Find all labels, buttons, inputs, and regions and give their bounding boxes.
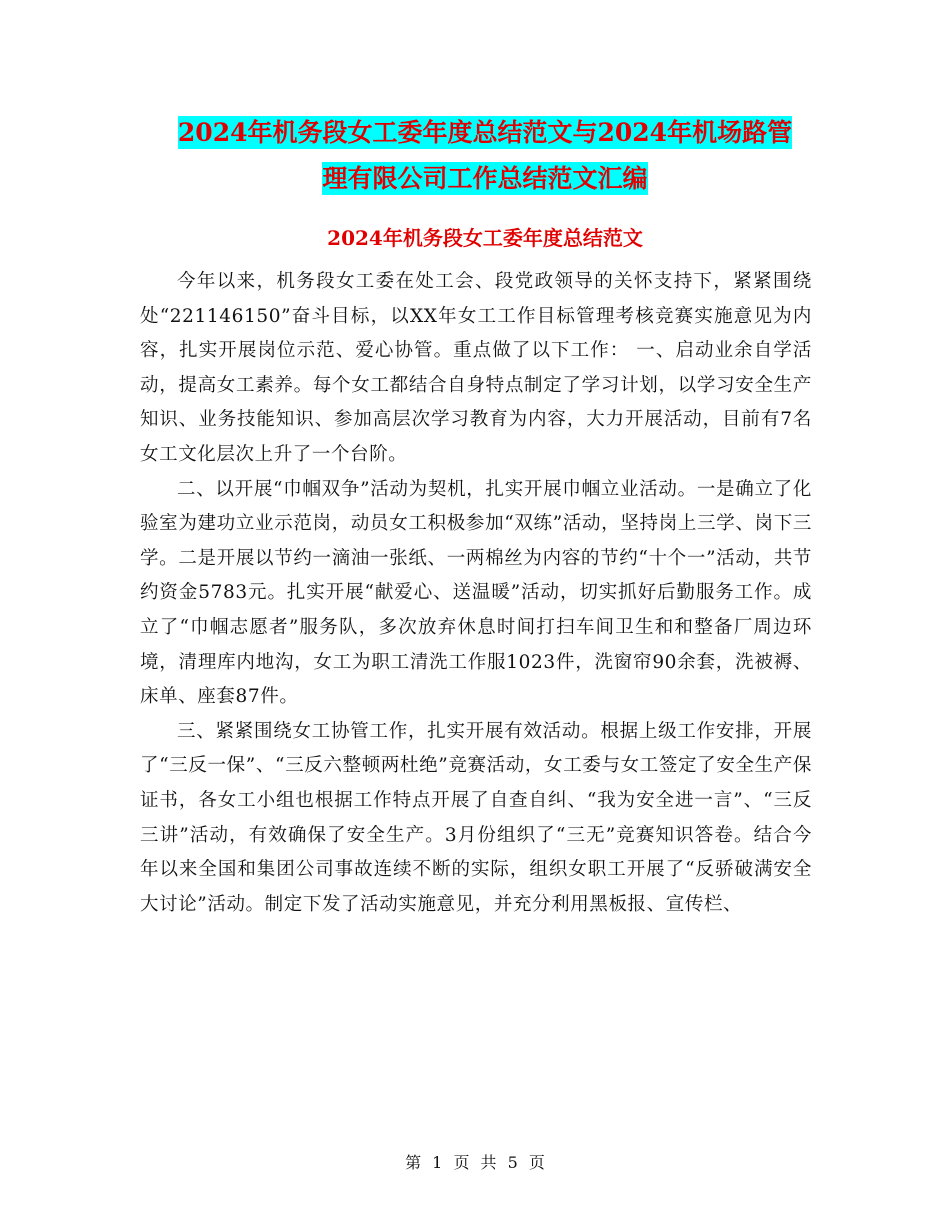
paragraph-1: 今年以来，机务段女工委在处工会、段党政领导的关怀支持下，紧紧围绕处“221146150”奋斗目标，以XX年女工工作目标管理考核竞赛实施意见为内容，扎实开展岗位示范、爱心协管。重点做了以下工作： 一、启动业余自学活动，提高女工素养。每个女工都结合自身特点制定了学习计划，以学习安全生产知识、业务技能知识、参加高层次学习教育为内容，大力开展活动，目前有7名女工文化层次上升了一个台阶。 (140, 271, 812, 465)
paragraph-3: 三、紧紧围绕女工协管工作，扎实开展有效活动。根据上级工作安排，开展了“三反一保”、“三反六整顿两杜绝”竞赛活动，女工委与女工签定了安全生产保证书，各女工小组也根据工作特点开展了自查自纠、“我为安全进一言”、“三反三讲”活动，有效确保了安全生产。3月份组织了“三无”竞赛知识答卷。结合今年以来全国和集团公司事故连续不断的实际，组织女职工开展了“反骄破满安全大讨论”活动。制定下发了活动实施意见，并充分利用黑板报、宣传栏、 (140, 720, 812, 915)
document-title (140, 110, 830, 202)
page-footer: 第 1 页 共 5 页 (405, 1153, 545, 1172)
paragraph-2: 二、以开展“巾帼双争”活动为契机，扎实开展巾帼立业活动。一是确立了化验室为建功立业示范岗，动员女工积极参加“双练”活动，坚持岗上三学、岗下三学。二是开展以节约一滴油一张纸、一两棉丝为内容的节约“十个一”活动，共节约资金5783元。扎实开展“献爱心、送温暖”活动，切实抓好后勤服务工作。成立了“巾帼志愿者”服务队，多次放弃休息时间打扫车间卫生和和整备厂周边环境，清理库内地沟，女工为职工清洗工作服1023件，洗窗帘90余套，洗被褥、床单、座套87件。 (140, 478, 812, 708)
document-body (140, 265, 812, 922)
title-line-2: 理有限公司工作总结范文汇编 (322, 164, 648, 193)
title-line-1: 2024年机务段女工委年度总结范文与2024年机场路管 (177, 118, 793, 147)
section-title: 2024年机务段女工委年度总结范文 (327, 226, 643, 250)
